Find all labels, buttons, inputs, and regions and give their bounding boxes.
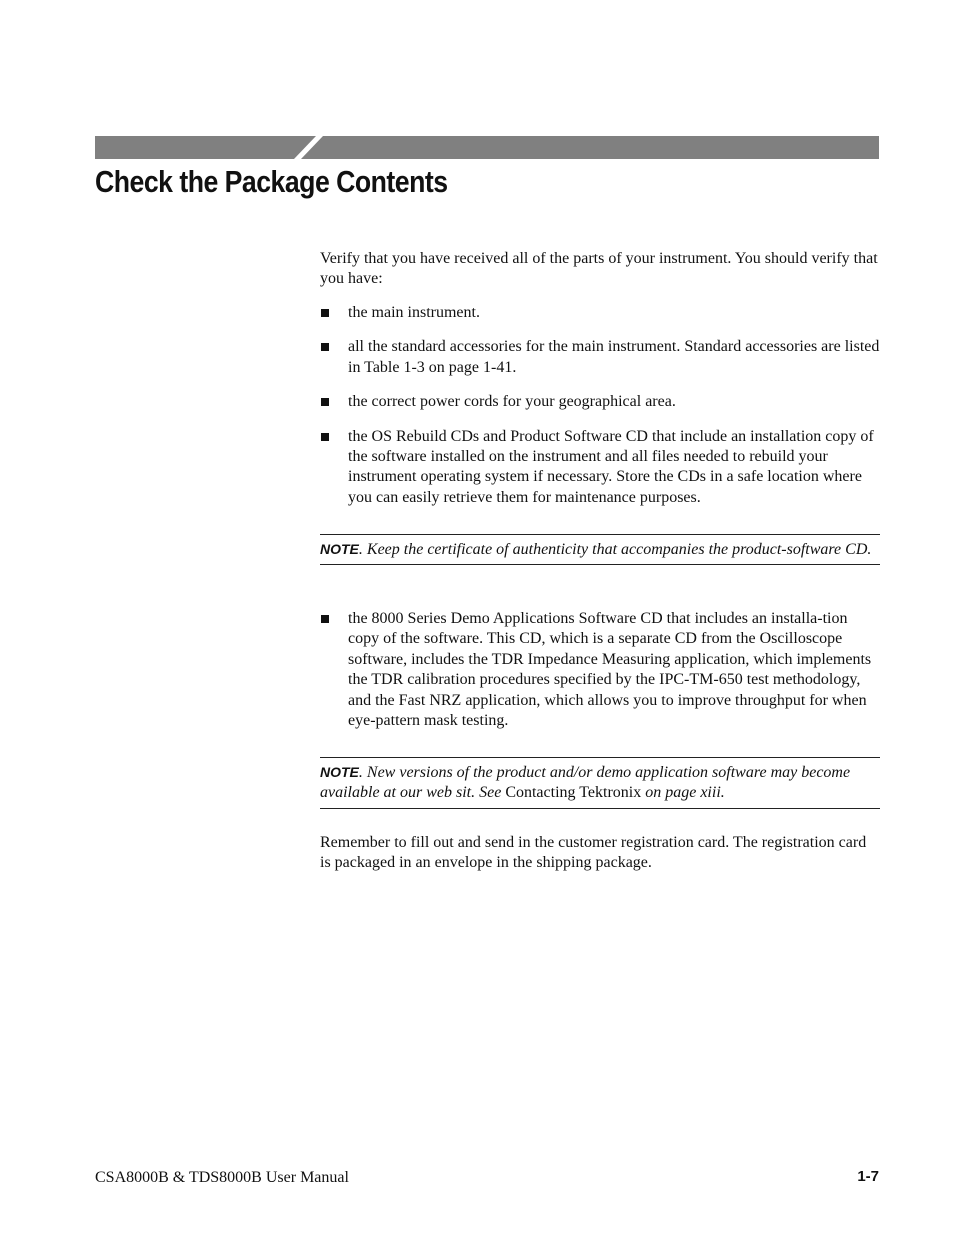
note-label: NOTE [320, 541, 359, 557]
note-label: NOTE [320, 764, 359, 780]
square-bullet-icon [321, 615, 329, 623]
list-item [320, 337, 880, 378]
square-bullet-icon [321, 343, 329, 351]
square-bullet-icon [321, 309, 329, 317]
intro-paragraph: Verify that you have received all of the parts of your instrument. You should verify that you have: [320, 250, 878, 288]
footer-page-number: 1-7 [857, 1168, 879, 1185]
list-item [320, 392, 880, 412]
footer-manual-title: CSA8000B & TDS8000B User Manual [95, 1169, 349, 1186]
intro-section [320, 249, 880, 290]
note-text: . Keep the certificate of authenticity that accompanies the product-software CD. [358, 541, 872, 558]
header-bar-right-segment [301, 136, 879, 159]
contents-list [320, 303, 880, 508]
note-certificate [320, 534, 880, 565]
square-bullet-icon [321, 433, 329, 441]
list-item-text: the correct power cords for your geographical area. [348, 393, 676, 411]
list-item-text: the 8000 Series Demo Applications Software CD that includes an installa-tion copy of the software. This CD, which is a separate CD from the Oscilloscope software, includes the TDR Impedance Measuring application, which implements the TDR calibration procedures specified by the IPC-TM-650 test methodology, and the Fast NRZ application, which allows you to improve throughput for when eye-pattern mask testing. [348, 610, 872, 730]
list-item-text: the main instrument. [348, 304, 480, 321]
list-item [320, 427, 880, 509]
note-text: . New versions of the product and/or demo application software may become available at our web sit. See [320, 764, 851, 802]
square-bullet-icon [321, 398, 329, 406]
list-item [320, 609, 880, 731]
demo-cd-list [320, 609, 880, 731]
section-header-bar [95, 136, 879, 159]
note-new-versions [320, 757, 880, 809]
list-item-text: the OS Rebuild CDs and Product Software CD that include an installation copy of the software installed on the instrument and all files needed to rebuild your instrument operating system if necessary. Store the CDs in a safe location where you can easily retrieve them for maintenance purposes. [348, 427, 874, 506]
cross-reference-link[interactable]: Contacting Tektronix [505, 784, 642, 802]
page-title: Check the Package Contents [95, 164, 448, 199]
note-text-end: on page xiii. [641, 784, 725, 802]
header-bar-left-segment [95, 136, 316, 159]
closing-section [320, 833, 880, 874]
list-item-text: all the standard accessories for the main instrument. Standard accessories are listed in Table 1-3 on page 1-41. [348, 338, 880, 376]
list-item [320, 303, 880, 323]
closing-paragraph: Remember to fill out and send in the customer registration card. The registration card is packaged in an envelope in the shipping package. [320, 834, 867, 872]
